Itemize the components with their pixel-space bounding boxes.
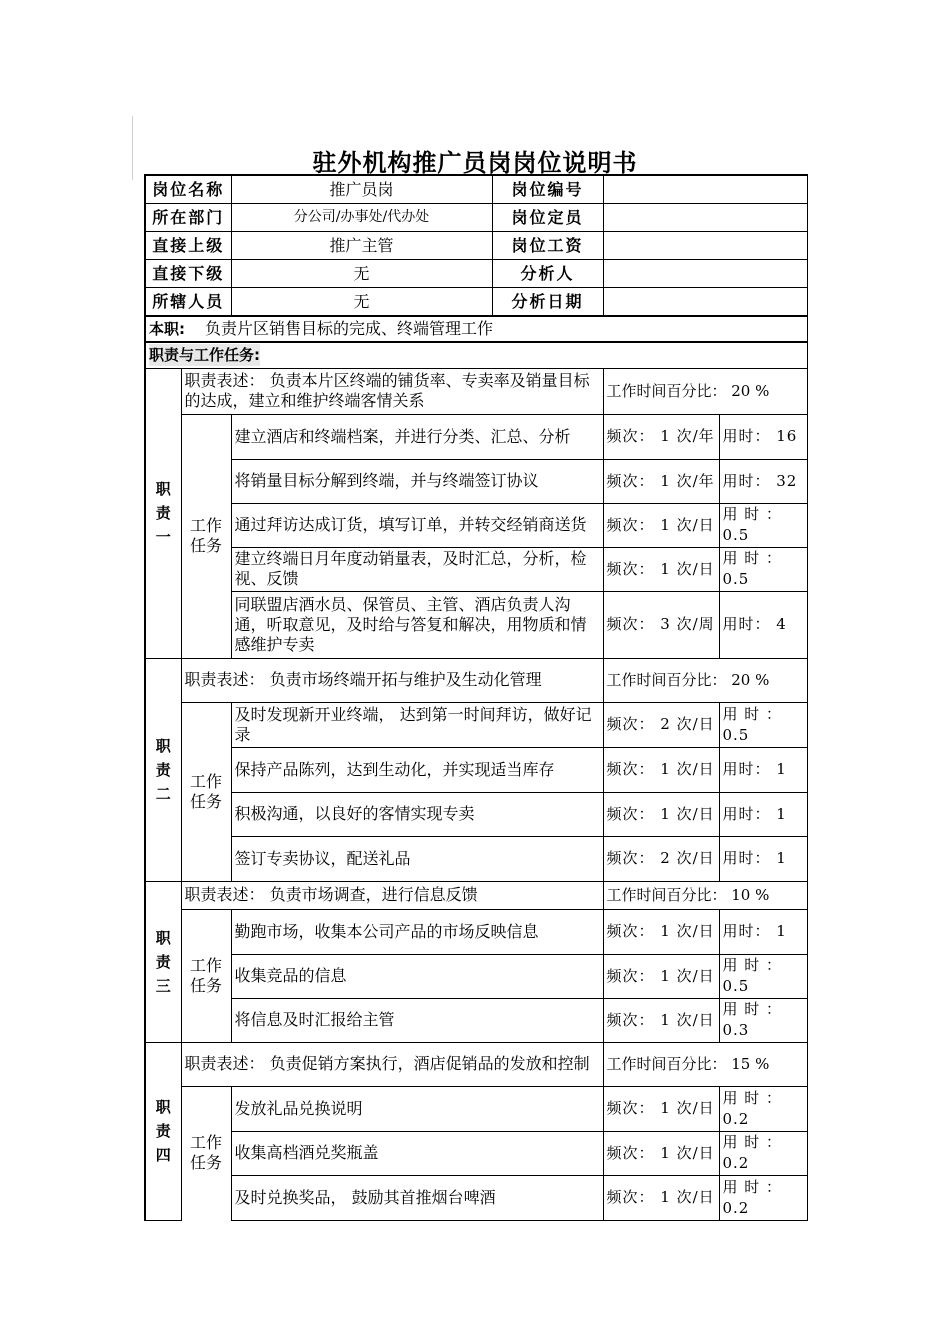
task-hours: 用时： 1: [719, 747, 807, 792]
info-value: 推广主管: [232, 232, 493, 259]
task-hours: 用 时 ：0.5: [719, 702, 807, 747]
info-label: 所辖人员: [145, 288, 231, 317]
task-row: [145, 503, 807, 547]
duty-description: 职责表述： 负责市场终端开拓与维护及生动化管理: [181, 658, 603, 702]
info-label: 直接下级: [145, 260, 231, 288]
task-frequency: 频次： 1 次/日: [603, 547, 719, 591]
info-label: 所在部门: [145, 204, 231, 232]
task-description: 及时发现新开业终端， 达到第一时间拜访，做好记录: [231, 702, 603, 747]
task-frequency: 频次： 1 次/日: [603, 503, 719, 547]
task-label-text: 工作任务: [189, 516, 222, 555]
task-label: [181, 702, 231, 881]
info-value: [603, 288, 807, 317]
task-label: [181, 909, 231, 1042]
task-frequency: 频次： 2 次/日: [603, 702, 719, 747]
task-hours: 用 时 ：0.5: [719, 503, 807, 547]
task-frequency: 频次： 2 次/日: [603, 836, 719, 881]
info-value: [603, 232, 807, 260]
duty-name: [145, 658, 181, 881]
task-row: [145, 459, 807, 503]
info-label: 分析人: [520, 264, 575, 283]
task-row: [145, 591, 807, 658]
info-label: 岗位编号: [511, 180, 584, 199]
duty-desc-row: [145, 1042, 807, 1086]
main-duty-label: 本职:: [149, 320, 185, 338]
task-description: 发放礼品兑换说明: [231, 1086, 603, 1131]
task-hours: 用 时 ：0.2: [719, 1131, 807, 1175]
job-description-table: [144, 174, 808, 1221]
task-row: [145, 954, 807, 998]
task-hours: 用时： 4: [719, 591, 807, 658]
task-description: 积极沟通，以良好的客情实现专卖: [231, 792, 603, 836]
task-hours: 用时： 32: [719, 459, 807, 503]
info-row: [145, 232, 807, 260]
task-description: 同联盟店酒水员、保管员、主管、酒店负责人沟通，听取意见，及时给与答复和解决，用物质和情感维护专卖: [231, 591, 603, 658]
info-row: [145, 260, 807, 288]
duty-name: [145, 1042, 181, 1220]
task-hours: 用时： 16: [719, 414, 807, 459]
task-hours: 用 时 ：0.2: [719, 1175, 807, 1220]
duty-description: 职责表述： 负责促销方案执行，酒店促销品的发放和控制: [181, 1042, 603, 1086]
task-hours: 用时： 1: [719, 909, 807, 954]
info-row: [145, 288, 807, 317]
info-label: 直接上级: [145, 232, 231, 260]
info-value: [603, 260, 807, 288]
duty-name-text: 职责二: [155, 736, 171, 803]
duty-desc-row: [145, 368, 807, 414]
duty-name-text: 职责一: [155, 480, 171, 546]
main-duty-row: [145, 316, 807, 342]
task-frequency: 频次： 1 次/日: [603, 747, 719, 792]
info-label: 岗位定员: [511, 208, 584, 227]
task-label: [181, 414, 231, 658]
task-row: [145, 414, 807, 459]
task-hours: 用 时 ：0.5: [719, 954, 807, 998]
task-description: 建立酒店和终端档案，并进行分类、汇总、分析: [231, 414, 603, 459]
section-row: [145, 342, 807, 368]
info-value: 无: [232, 260, 493, 287]
page-title: 驻外机构推广员岗岗位说明书: [312, 149, 638, 177]
task-row: [145, 1131, 807, 1175]
task-label: [181, 1086, 231, 1220]
task-label-text: 工作任务: [189, 1133, 222, 1173]
task-frequency: 频次： 1 次/年: [603, 459, 719, 503]
task-row: [145, 1086, 807, 1131]
task-frequency: 频次： 1 次/日: [603, 792, 719, 836]
duty-name-text: 职责三: [155, 928, 171, 995]
task-description: 将销量目标分解到终端，并与终端签订协议: [231, 459, 603, 503]
task-frequency: 频次： 1 次/日: [603, 1131, 719, 1175]
task-description: 收集高档酒兑奖瓶盖: [231, 1131, 603, 1175]
task-frequency: 频次： 1 次/日: [603, 1086, 719, 1131]
task-hours: 用 时 ：0.2: [719, 1086, 807, 1131]
info-label: 岗位工资: [511, 236, 584, 255]
work-time-percent: 工作时间百分比： 20 %: [603, 658, 807, 702]
info-label: 岗位名称: [145, 175, 231, 204]
task-description: 保持产品陈列，达到生动化，并实现适当库存: [231, 747, 603, 792]
duty-desc-row: [145, 658, 807, 702]
task-description: 签订专卖协议，配送礼品: [231, 836, 603, 881]
duty-name: [145, 368, 181, 658]
work-time-percent: 工作时间百分比： 10 %: [603, 881, 807, 909]
task-frequency: 频次： 1 次/日: [603, 1175, 719, 1220]
task-row: [145, 547, 807, 591]
task-frequency: 频次： 1 次/日: [603, 998, 719, 1042]
info-value: 分公司/办事处/代办处: [232, 204, 493, 231]
task-description: 建立终端日月年度动销量表，及时汇总，分析，检视、反馈: [231, 547, 603, 591]
task-description: 勤跑市场，收集本公司产品的市场反映信息: [231, 909, 603, 954]
info-value: 无: [232, 288, 493, 315]
task-row: [145, 909, 807, 954]
task-description: 及时兑换奖品， 鼓励其首推烟台啤酒: [231, 1175, 603, 1220]
task-hours: 用 时 ：0.5: [719, 547, 807, 591]
task-hours: 用时： 1: [719, 836, 807, 881]
task-frequency: 频次： 3 次/周: [603, 591, 719, 658]
section-label: 职责与工作任务:: [149, 346, 260, 365]
task-hours: 用 时 ：0.3: [719, 998, 807, 1042]
main-duty-text: 负责片区销售目标的完成、终端管理工作: [205, 319, 494, 338]
task-description: 通过拜访达成订货，填写订单，并转交经销商送货: [231, 503, 603, 547]
duty-desc-row: [145, 881, 807, 909]
work-time-percent: 工作时间百分比： 15 %: [603, 1042, 807, 1086]
task-label-text: 工作任务: [189, 955, 222, 995]
info-label: 分析日期: [511, 292, 584, 311]
info-value: [603, 175, 807, 204]
task-row: [145, 747, 807, 792]
task-frequency: 频次： 1 次/日: [603, 954, 719, 998]
task-hours: 用时： 1: [719, 792, 807, 836]
task-label-text: 工作任务: [189, 771, 222, 811]
task-frequency: 频次： 1 次/年: [603, 414, 719, 459]
duty-description: 职责表述： 负责市场调查，进行信息反馈: [181, 881, 603, 909]
task-description: 将信息及时汇报给主管: [231, 998, 603, 1042]
task-row: [145, 836, 807, 881]
task-row: [145, 792, 807, 836]
info-value: 推广员岗: [232, 176, 493, 203]
info-row: [145, 204, 807, 232]
info-row: [145, 175, 807, 204]
task-description: 收集竞品的信息: [231, 954, 603, 998]
duty-name: [145, 881, 181, 1042]
work-time-percent: 工作时间百分比： 20 %: [603, 368, 807, 414]
task-frequency: 频次： 1 次/日: [603, 909, 719, 954]
task-row: [145, 702, 807, 747]
info-value: [603, 204, 807, 232]
duty-description: 职责表述： 负责本片区终端的铺货率、专卖率及销量目标的达成，建立和维护终端客情关系: [181, 368, 603, 414]
task-row: [145, 998, 807, 1042]
task-row: [145, 1175, 807, 1220]
duty-name-text: 职责四: [155, 1098, 171, 1164]
